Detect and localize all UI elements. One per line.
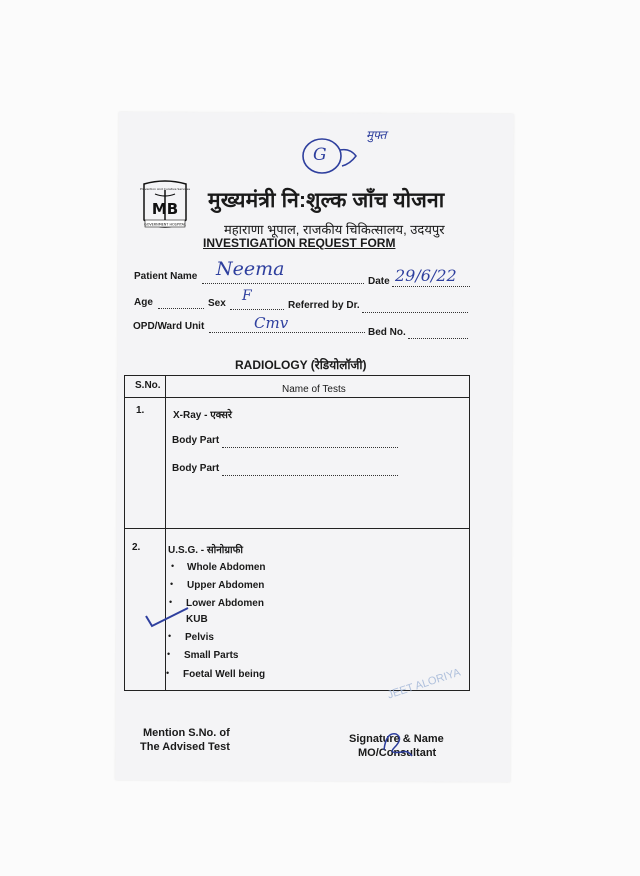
scheme-title: मुख्यमंत्री नि:शुल्क जाँच योजना [208, 189, 445, 212]
handwritten-top-note: मुफ्त [366, 128, 387, 142]
bullet-icon: • [167, 649, 171, 659]
patient-name-line [202, 283, 364, 284]
table-row-rule [124, 528, 470, 529]
row2-sno: 2. [132, 542, 141, 553]
logo-top-text: Prevention And Curative Services [140, 187, 190, 191]
body-part-1-line [222, 447, 398, 448]
opd-line [209, 332, 365, 333]
date-label: Date [368, 276, 390, 287]
sex-label: Sex [208, 298, 226, 309]
header-tests: Name of Tests [282, 384, 346, 395]
patient-name-value: Neema [216, 258, 285, 280]
bullet-icon: • [166, 668, 170, 678]
usg-item: Small Parts [184, 650, 239, 661]
bullet-icon: • [169, 597, 173, 607]
bed-label: Bed No. [368, 327, 406, 338]
table-header-rule [124, 397, 470, 398]
sex-value: F [242, 288, 252, 304]
age-label: Age [134, 297, 153, 308]
bullet-icon: • [168, 631, 172, 641]
body-part-1-label: Body Part [172, 435, 220, 446]
usg-item-checked: KUB [186, 614, 208, 625]
ward-value: Cmv [254, 314, 289, 332]
signature-line-2: MO/Consultant [358, 747, 437, 759]
usg-item: Lower Abdomen [186, 598, 264, 609]
logo-letters: MB [151, 200, 179, 218]
sex-line [230, 309, 284, 310]
usg-item: Whole Abdomen [187, 562, 266, 573]
header-sno: S.No. [135, 380, 161, 391]
usg-item: Upper Abdomen [187, 580, 265, 591]
date-value: 29/6/22 [395, 266, 457, 285]
hospital-name: महाराणा भूपाल, राजकीय चिकित्सालय, उदयपुर [224, 222, 445, 237]
form-title: INVESTIGATION REQUEST FORM [203, 236, 396, 250]
logo-caption: GOVERNMENT HOSPITAL [144, 222, 186, 227]
body-part-2-label: Body Part [172, 463, 220, 474]
handwritten-circle-letter: G [313, 145, 327, 165]
usg-item: Pelvis [185, 632, 214, 643]
age-line [158, 308, 204, 309]
signature-line-1: Signature & Name [349, 733, 444, 745]
referred-line [362, 312, 468, 313]
opd-label: OPD/Ward Unit [133, 321, 205, 332]
body-part-2-line [222, 475, 398, 476]
hospital-stamp: JEET ALORIYA [386, 666, 463, 702]
date-line [392, 286, 470, 287]
usg-title: U.S.G. - सोनोग्राफी [168, 545, 243, 556]
bed-line [408, 338, 468, 339]
bullet-icon: • [171, 561, 175, 571]
handwritten-circle-mark [300, 132, 370, 178]
usg-item: Foetal Well being [183, 669, 266, 680]
mention-line-1: Mention S.No. of [143, 727, 230, 739]
referred-label: Referred by Dr. [288, 300, 360, 311]
tests-table [124, 375, 470, 691]
section-title: RADIOLOGY (रेडियोलॉजी) [235, 358, 367, 372]
handwritten-check-mark [142, 604, 192, 630]
mention-line-2: The Advised Test [140, 741, 230, 753]
row1-sno: 1. [136, 405, 145, 416]
patient-name-label: Patient Name [134, 271, 198, 282]
hospital-logo [140, 180, 190, 234]
table-column-divider [165, 375, 166, 691]
xray-title: X-Ray - एक्सरे [173, 410, 233, 421]
handwritten-signature [378, 726, 418, 760]
bullet-icon: • [170, 579, 174, 589]
